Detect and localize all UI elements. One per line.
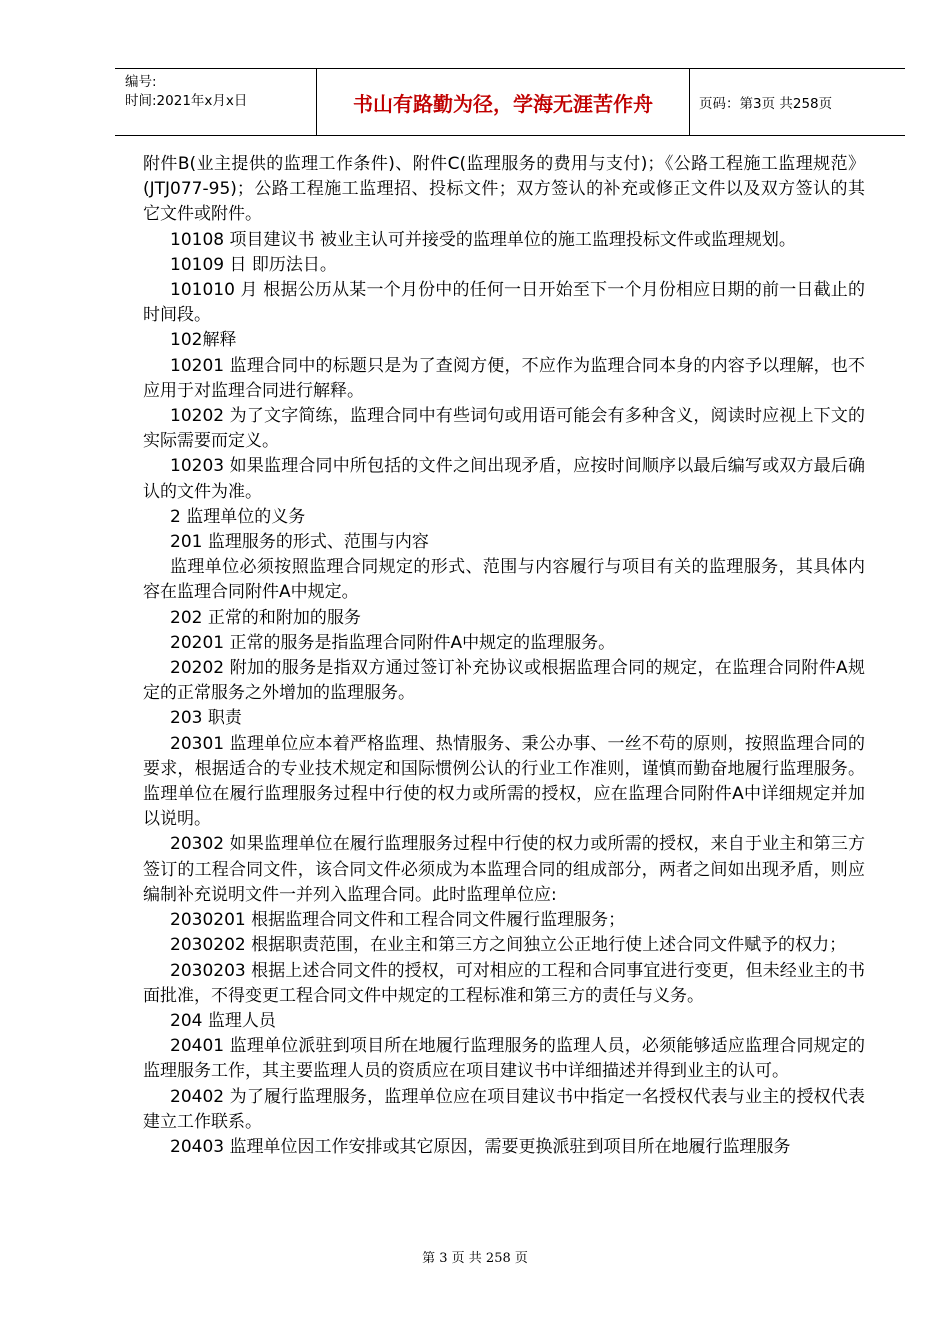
paragraph: 2030202 根据职责范围，在业主和第三方之间独立公正地行使上述合同文件赋予的权力； — [170, 935, 847, 956]
paragraph: 203 职责 — [170, 708, 242, 729]
paragraph: 2 监理单位的义务 — [170, 506, 306, 527]
paragraph: 202 正常的和附加的服务 — [170, 607, 361, 628]
paragraph: 10109 日 即历法日。 — [170, 254, 337, 275]
header-meta — [115, 69, 317, 135]
paragraph: 20202 附加的服务是指双方通过签订补充协议或根据监理合同的规定，在监理合同附件A规定的正常服务之外增加的监理服务。 — [143, 658, 865, 704]
paragraph: 204 监理人员 — [170, 1010, 276, 1031]
page-footer: 第 3 页 共 258 页 — [422, 1251, 528, 1266]
header-motto: 书山有路勤为径，学海无涯苦作舟 — [317, 69, 690, 135]
paragraph: 20403 监理单位因工作安排或其它原因，需要更换派驻到项目所在地履行监理服务 — [170, 1136, 791, 1157]
page-header — [115, 68, 905, 136]
paragraph: 2030203 根据上述合同文件的授权，可对相应的工程和合同事宜进行变更，但未经业主的书面批准，不得变更工程合同文件中规定的工程标准和第三方的责任与义务。 — [143, 960, 865, 1006]
paragraph: 附件B(业主提供的监理工作条件)、附件C(监理服务的费用与支付)；《公路工程施工监理规范》(JTJ077-95)；公路工程施工监理招、投标文件；双方签认的补充或修正文件以及双方签认的其它文件或附件。 — [143, 154, 865, 225]
document-number-label: 编号: — [125, 74, 157, 90]
paragraph: 20201 正常的服务是指监理合同附件A中规定的监理服务。 — [170, 632, 616, 653]
header-page-number: 页码：第3页 共258页 — [699, 96, 833, 112]
paragraph: 监理单位必须按照监理合同规定的形式、范围与内容履行与项目有关的监理服务，其具体内容在监理合同附件A中规定。 — [143, 557, 865, 603]
paragraph: 20402 为了履行监理服务，监理单位应在项目建议书中指定一名授权代表与业主的授权代表建立工作联系。 — [143, 1086, 865, 1132]
paragraph: 10202 为了文字简练，监理合同中有些词句或用语可能会有多种含义，阅读时应视上下文的实际需要而定义。 — [143, 406, 865, 452]
document-time-label: 时间:2021年x月x日 — [125, 93, 248, 109]
paragraph: 20401 监理单位派驻到项目所在地履行监理服务的监理人员，必须能够适应监理合同规定的监理服务工作，其主要监理人员的资质应在项目建议书中详细描述并得到业主的认可。 — [143, 1036, 865, 1082]
paragraph: 10201 监理合同中的标题只是为了查阅方便，不应作为监理合同本身的内容予以理解，也不应用于对监理合同进行解释。 — [143, 355, 865, 401]
paragraph: 20302 如果监理单位在履行监理服务过程中行使的权力或所需的授权，来自于业主和第三方签订的工程合同文件，该合同文件必须成为本监理合同的组成部分，两者之间如出现矛盾，则应编制补充说明文件一并列入监理合同。此时监理单位应: — [143, 834, 865, 905]
paragraph: 102解释 — [170, 330, 237, 351]
paragraph: 10108 项目建议书 被业主认可并接受的监理单位的施工监理投标文件或监理规划。 — [170, 229, 796, 250]
paragraph: 201 监理服务的形式、范围与内容 — [170, 532, 429, 553]
document-body — [143, 152, 865, 1160]
paragraph: 101010 月 根据公历从某一个月份中的任何一日开始至下一个月份相应日期的前一日截止的时间段。 — [143, 280, 865, 326]
paragraph: 20301 监理单位应本着严格监理、热情服务、秉公办事、一丝不苟的原则，按照监理合同的要求，根据适合的专业技术规定和国际惯例公认的行业工作准则，谨慎而勤奋地履行监理服务。监理单位在履行监理服务过程中行使的权力或所需的授权，应在监理合同附件A中详细规定并加以说明。 — [143, 733, 865, 830]
paragraph: 2030201 根据监理合同文件和工程合同文件履行监理服务； — [170, 910, 626, 931]
paragraph: 10203 如果监理合同中所包括的文件之间出现矛盾，应按时间顺序以最后编写或双方最后确认的文件为准。 — [143, 456, 865, 502]
